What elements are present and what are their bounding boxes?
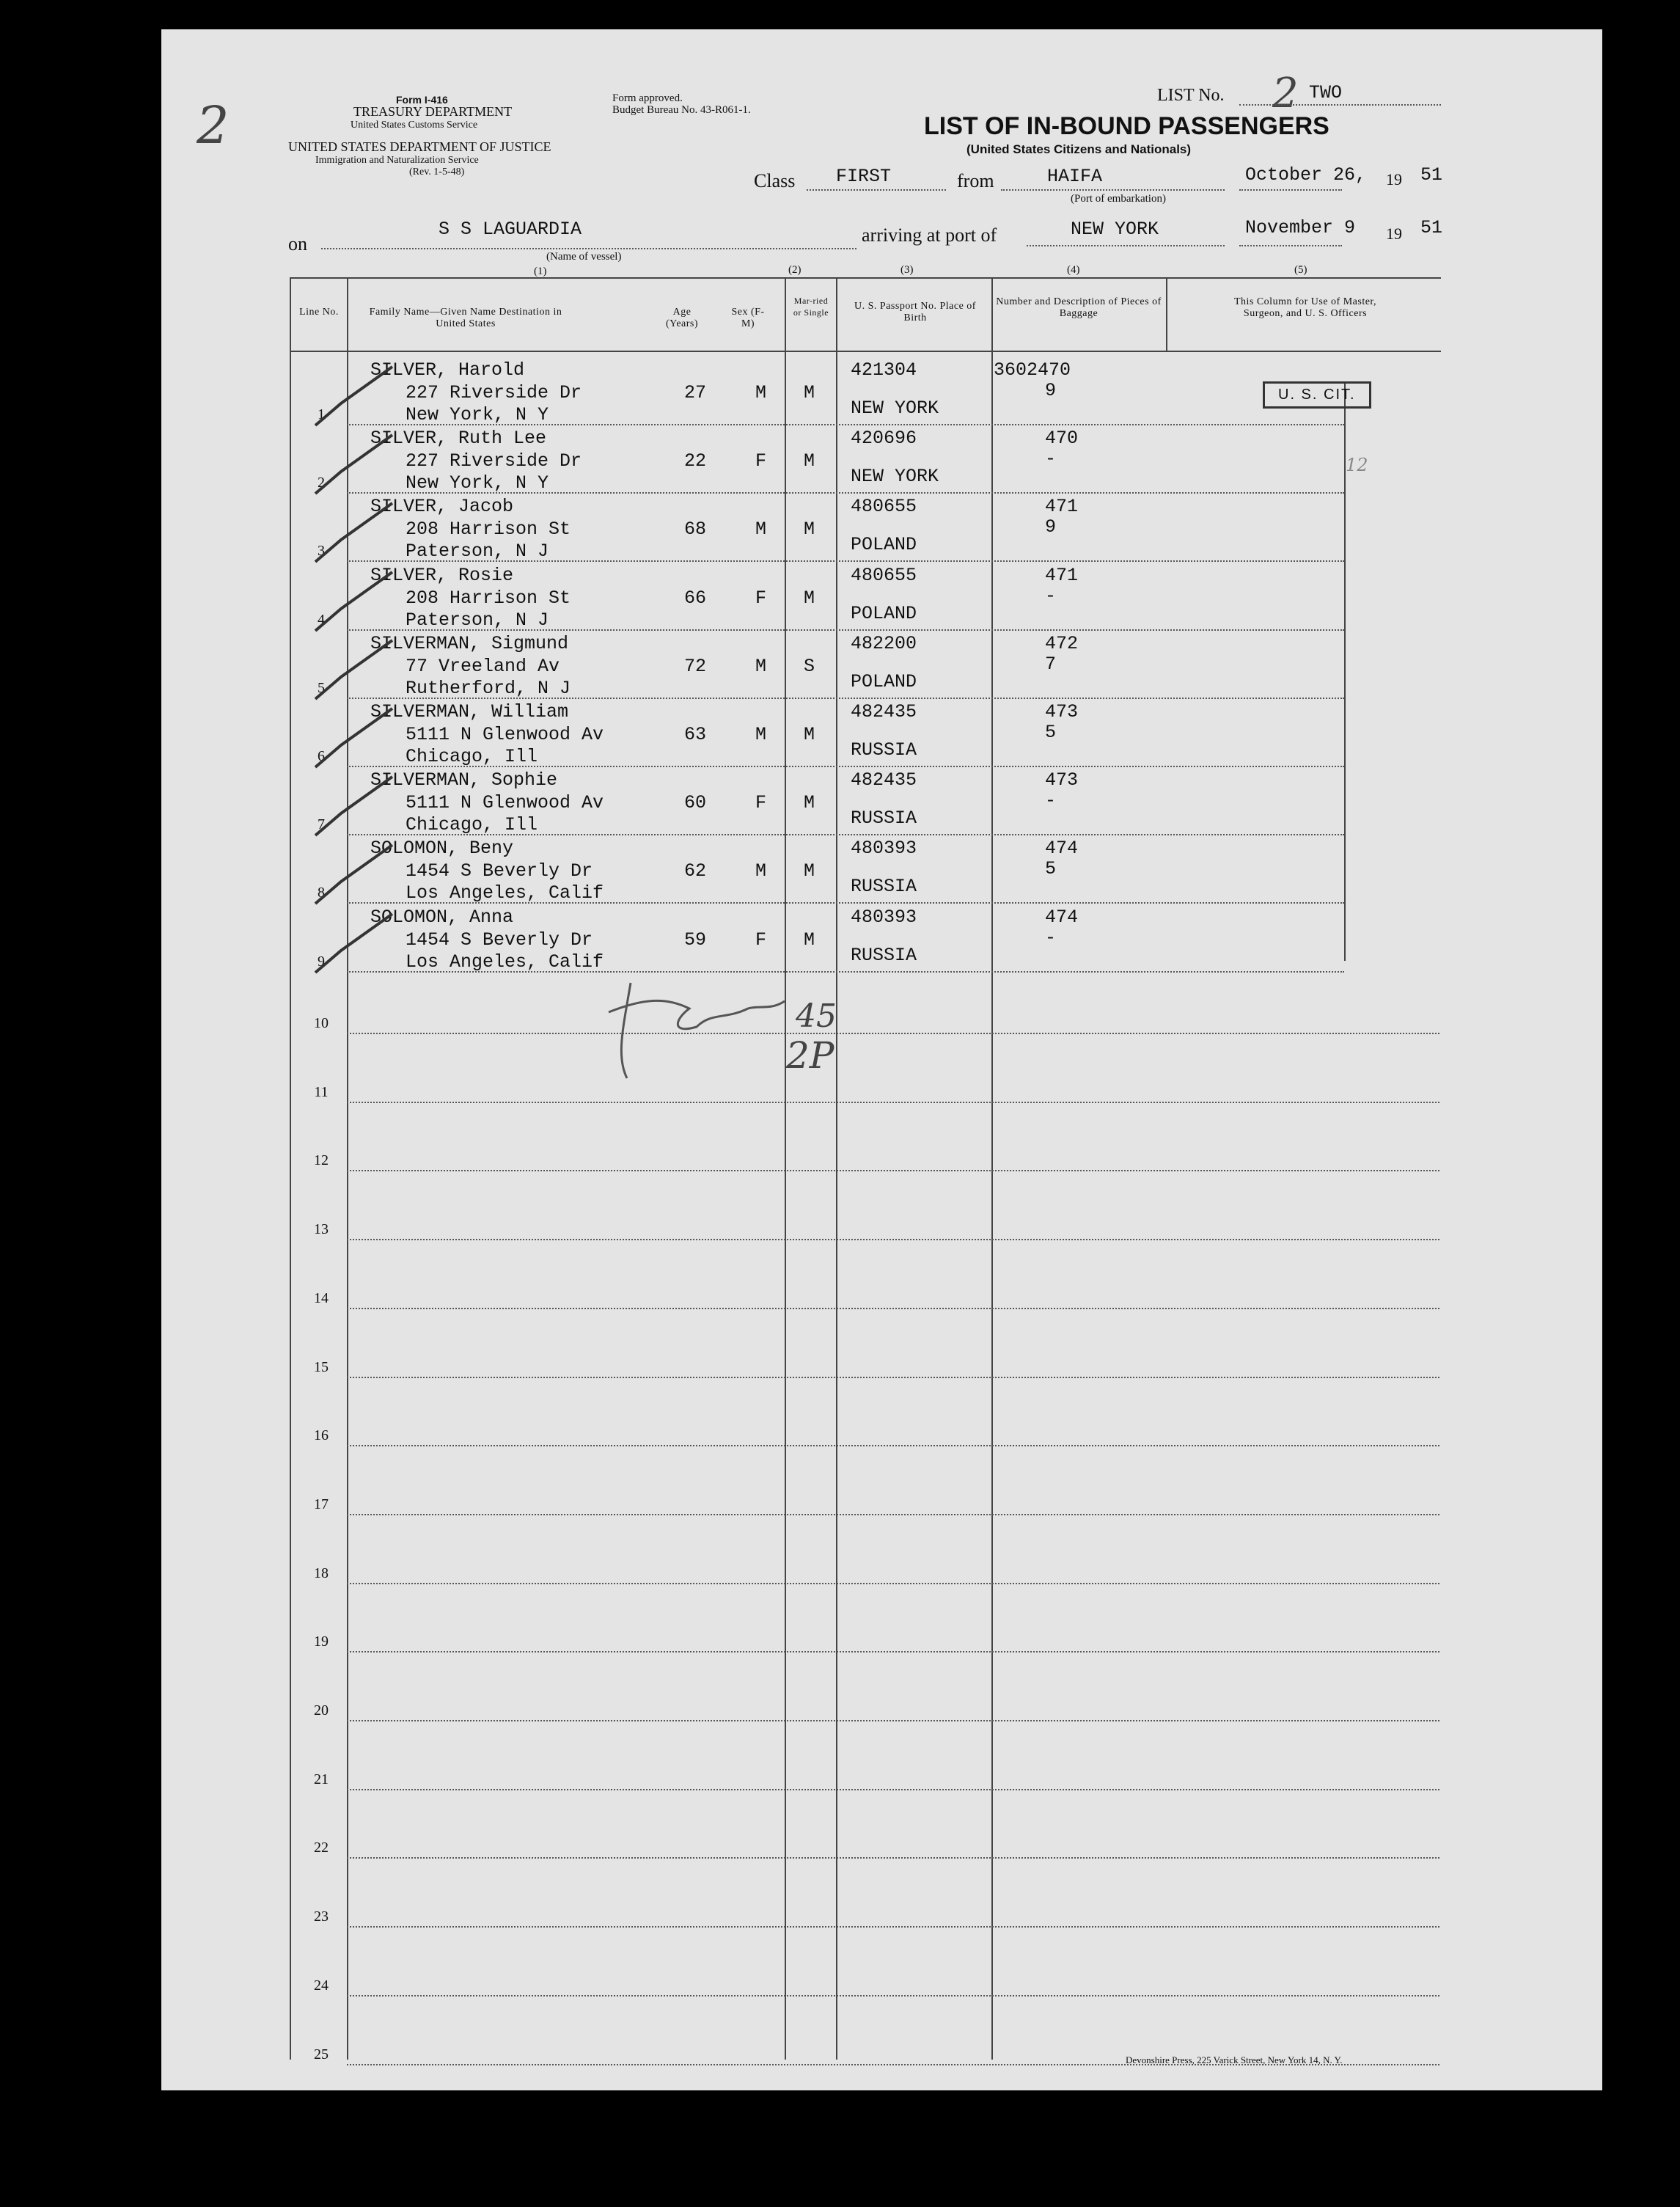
passenger-marital-status: M	[804, 860, 815, 882]
port-line	[1027, 245, 1225, 246]
baggage-pieces: -	[1045, 448, 1057, 470]
header-passport: U. S. Passport No. Place of Birth	[854, 301, 976, 323]
baggage-number: 3602470	[994, 359, 1071, 381]
baggage-pieces: 5	[1045, 858, 1057, 880]
vessel-name: S S LAGUARDIA	[439, 219, 582, 240]
embarkation-caption: (Port of embarkation)	[1071, 193, 1166, 205]
vessel-caption: (Name of vessel)	[546, 251, 622, 263]
officer-mark: 12	[1346, 455, 1368, 475]
arriving-label: arriving at port of	[862, 224, 997, 246]
departure-date: October 26,	[1245, 164, 1367, 186]
row-rule	[347, 1239, 1439, 1240]
place-of-birth: NEW YORK	[851, 398, 939, 419]
baggage-pieces: 7	[1045, 653, 1057, 675]
ins-service: Immigration and Naturalization Service	[315, 155, 479, 166]
class-value: FIRST	[836, 166, 892, 187]
passenger-sex: F	[755, 929, 767, 951]
line-number: 15	[314, 1358, 329, 1375]
line-number: 8	[318, 885, 325, 901]
passport-number: 482435	[851, 769, 917, 791]
passenger-name: SILVERMAN, Sigmund	[370, 632, 569, 654]
printer-credit: Devonshire Press, 225 Varick Street, New York 14, N. Y.	[1126, 2054, 1343, 2065]
justice-dept: UNITED STATES DEPARTMENT OF JUSTICE	[288, 139, 551, 154]
baggage-pieces: 9	[1045, 516, 1057, 538]
handwritten-signature	[601, 968, 792, 1086]
passenger-sex: M	[755, 519, 767, 541]
passport-number: 482200	[851, 632, 917, 654]
line-number: 22	[314, 1840, 329, 1856]
list-number-handwritten: 2	[1272, 70, 1299, 117]
passport-number: 480655	[851, 564, 917, 586]
place-of-birth: POLAND	[851, 670, 917, 692]
passenger-address-city: Los Angeles, Calif	[406, 951, 604, 973]
row-rule	[347, 492, 1344, 494]
header-married: Mar-ried or Single	[793, 296, 829, 318]
passenger-name: SILVER, Rosie	[370, 564, 514, 586]
baggage-pieces: 5	[1045, 722, 1057, 743]
row-rule	[347, 1995, 1439, 1996]
row-rule	[347, 834, 1344, 835]
baggage-pieces: -	[1045, 790, 1057, 812]
col-divider-baggage	[1166, 277, 1167, 351]
header-officers: This Column for Use of Master, Surgeon, and U. S. Officers	[1233, 296, 1377, 319]
passenger-sex: F	[755, 792, 767, 814]
arrival-year: 51	[1420, 217, 1443, 238]
passenger-age: 68	[684, 519, 707, 541]
passenger-address-street: 1454 S Beverly Dr	[406, 860, 593, 882]
passenger-address-street: 5111 N Glenwood Av	[406, 724, 604, 745]
col-number-1: (1)	[534, 266, 547, 277]
passenger-address-street: 77 Vreeland Av	[406, 655, 560, 677]
row-rule	[347, 1102, 1439, 1103]
passenger-marital-status: M	[804, 929, 815, 951]
passenger-address-street: 5111 N Glenwood Av	[406, 792, 604, 814]
passenger-name: SILVER, Ruth Lee	[370, 428, 547, 450]
check-mark	[312, 363, 400, 429]
header-sex: Sex (F-M)	[731, 307, 765, 329]
col-divider-line	[290, 277, 291, 2060]
passenger-address-city: Los Angeles, Calif	[406, 882, 604, 904]
passenger-name: SOLOMON, Anna	[370, 906, 514, 928]
col-divider-married-left	[785, 277, 786, 2060]
passenger-address-street: 208 Harrison St	[406, 587, 571, 609]
passenger-name: SILVER, Harold	[370, 359, 525, 381]
passport-number: 480393	[851, 906, 917, 928]
list-label: LIST No.	[1157, 86, 1225, 105]
passenger-name: SILVERMAN, Sophie	[370, 769, 558, 791]
from-line	[1001, 189, 1225, 191]
header-baggage: Number and Description of Pieces of Baggage	[996, 296, 1162, 319]
place-of-birth: NEW YORK	[851, 466, 939, 488]
passenger-marital-status: M	[804, 792, 815, 814]
check-mark	[312, 910, 400, 976]
col-number-4: (4)	[1067, 264, 1080, 276]
class-line	[807, 189, 946, 191]
passenger-address-city: New York, N Y	[406, 472, 549, 494]
line-number: 6	[318, 748, 325, 764]
col-divider-passport	[991, 277, 993, 2060]
passenger-age: 72	[684, 655, 707, 677]
form-number: Form I-416	[396, 94, 448, 106]
handwritten-note: 2P	[786, 1034, 835, 1077]
baggage-number: 471	[1045, 564, 1079, 586]
budget-bureau: Budget Bureau No. 43-R061-1.	[612, 104, 751, 116]
row-rule	[347, 1789, 1439, 1790]
line-number: 18	[314, 1564, 329, 1581]
passenger-address-city: Paterson, N J	[406, 609, 549, 631]
header-bottom-rule	[290, 351, 1441, 352]
check-mark	[312, 841, 400, 907]
page-subtitle: (United States Citizens and Nationals)	[966, 142, 1192, 156]
passenger-sex: M	[755, 724, 767, 745]
line-number: 20	[314, 1702, 329, 1719]
manifest-sheet	[161, 29, 1602, 2090]
line-number: 23	[314, 1908, 329, 1925]
passenger-name: SOLOMON, Beny	[370, 838, 514, 860]
check-mark	[312, 637, 400, 703]
passenger-address-city: Paterson, N J	[406, 541, 549, 563]
row-rule	[347, 1308, 1439, 1309]
passenger-age: 66	[684, 587, 707, 609]
passenger-name: SILVER, Jacob	[370, 496, 514, 518]
baggage-pieces: 9	[1045, 380, 1057, 401]
line-number: 5	[318, 679, 325, 696]
line-number: 19	[314, 1633, 329, 1650]
passenger-address-street: 227 Riverside Dr	[406, 450, 582, 472]
passenger-age: 62	[684, 860, 707, 882]
row-rule	[347, 766, 1344, 767]
passport-number: 482435	[851, 701, 917, 722]
on-label: on	[288, 233, 307, 255]
baggage-number: 474	[1045, 906, 1079, 928]
line-number: 13	[314, 1221, 329, 1238]
place-of-birth: RUSSIA	[851, 876, 917, 898]
line-number: 10	[314, 1015, 329, 1031]
passenger-address-city: Chicago, Ill	[406, 746, 538, 767]
col-number-3: (3)	[900, 264, 914, 276]
page-title: LIST OF IN-BOUND PASSENGERS	[924, 112, 1329, 140]
check-mark	[312, 568, 400, 634]
row-rule	[347, 1033, 1439, 1034]
baggage-number: 474	[1045, 838, 1079, 860]
row-rule	[347, 1377, 1439, 1378]
row-rule	[347, 698, 1344, 699]
place-of-birth: POLAND	[851, 534, 917, 556]
passenger-address-street: 208 Harrison St	[406, 519, 571, 541]
check-mark	[312, 705, 400, 771]
header-line-no: Line No.	[299, 307, 339, 318]
row-rule	[347, 1857, 1439, 1859]
row-rule	[347, 1583, 1439, 1584]
departure-year: 51	[1420, 164, 1443, 186]
passenger-age: 60	[684, 792, 707, 814]
line-number: 17	[314, 1496, 329, 1512]
passenger-sex: M	[755, 655, 767, 677]
passport-number: 420696	[851, 428, 917, 450]
place-of-birth: RUSSIA	[851, 808, 917, 830]
from-value: HAIFA	[1047, 166, 1103, 187]
place-of-birth: RUSSIA	[851, 944, 917, 966]
passenger-address-city: New York, N Y	[406, 404, 549, 425]
margin-handwriting: 2	[197, 95, 230, 155]
line-number: 1	[318, 406, 325, 422]
line-number: 11	[314, 1083, 329, 1100]
passenger-address-street: 1454 S Beverly Dr	[406, 929, 593, 951]
passenger-marital-status: M	[804, 587, 815, 609]
table-top-rule	[290, 277, 1441, 279]
passenger-name: SILVERMAN, William	[370, 701, 569, 722]
passport-number: 480393	[851, 838, 917, 860]
passenger-age: 59	[684, 929, 707, 951]
row-rule	[347, 1445, 1439, 1446]
baggage-pieces: -	[1045, 585, 1057, 607]
line-number: 21	[314, 1771, 329, 1787]
handwritten-count: 45	[796, 998, 837, 1035]
line-number: 24	[314, 1977, 329, 1994]
us-citizen-stamp: U. S. CIT.	[1263, 381, 1371, 409]
passenger-address-street: 227 Riverside Dr	[406, 382, 582, 403]
treasury-dept: TREASURY DEPARTMENT	[353, 104, 513, 119]
date-line	[1239, 189, 1342, 191]
baggage-number: 472	[1045, 632, 1079, 654]
place-of-birth: RUSSIA	[851, 739, 917, 761]
customs-service: United States Customs Service	[351, 120, 478, 131]
year-prefix: 19	[1386, 170, 1402, 189]
line-number: 3	[318, 543, 325, 560]
passenger-sex: M	[755, 382, 767, 403]
passenger-marital-status: M	[804, 519, 815, 541]
passenger-age: 63	[684, 724, 707, 745]
row-rule	[347, 424, 1344, 425]
header-name: Family Name—Given Name Destination in United States	[369, 307, 562, 329]
year-prefix-2: 19	[1386, 224, 1402, 243]
line-number: 7	[318, 816, 325, 833]
place-of-birth: POLAND	[851, 602, 917, 624]
row-rule	[347, 971, 1344, 973]
row-rule	[347, 1926, 1439, 1928]
row-rule	[347, 560, 1344, 562]
row-rule	[347, 1170, 1439, 1171]
passenger-sex: F	[755, 450, 767, 472]
line-number: 12	[314, 1152, 329, 1169]
passenger-age: 27	[684, 382, 707, 403]
line-number: 2	[318, 475, 325, 491]
line-number: 25	[314, 2046, 329, 2063]
line-number: 9	[318, 953, 325, 970]
baggage-number: 473	[1045, 769, 1079, 791]
list-number-typed: TWO	[1309, 82, 1343, 103]
header-age: Age (Years)	[665, 307, 699, 329]
passenger-sex: M	[755, 860, 767, 882]
form-approved: Form approved.	[612, 92, 683, 104]
col-divider-married-right	[836, 277, 837, 2060]
arrival-date: November 9	[1245, 217, 1356, 238]
list-line	[1239, 104, 1441, 106]
passport-number: 421304	[851, 359, 917, 381]
vessel-line	[321, 248, 856, 249]
col-number-2: (2)	[788, 264, 802, 276]
row-rule	[347, 1651, 1439, 1652]
check-mark	[312, 499, 400, 566]
baggage-number: 471	[1045, 496, 1079, 518]
row-rule	[347, 629, 1344, 631]
baggage-number: 473	[1045, 701, 1079, 722]
from-label: from	[957, 170, 994, 191]
row-rule	[347, 1720, 1439, 1721]
passenger-marital-status: M	[804, 724, 815, 745]
passenger-address-city: Rutherford, N J	[406, 677, 571, 699]
baggage-pieces: -	[1045, 926, 1057, 948]
passport-number: 480655	[851, 496, 917, 518]
line-number: 14	[314, 1289, 329, 1306]
arrival-port: NEW YORK	[1071, 219, 1159, 240]
revision: (Rev. 1-5-48)	[409, 166, 465, 177]
passenger-marital-status: S	[804, 655, 815, 677]
baggage-number: 470	[1045, 428, 1079, 450]
passenger-address-city: Chicago, Ill	[406, 814, 538, 836]
passenger-marital-status: M	[804, 382, 815, 403]
arrival-date-line	[1239, 245, 1342, 246]
line-number: 4	[318, 611, 325, 628]
passenger-marital-status: M	[804, 450, 815, 472]
passenger-age: 22	[684, 450, 707, 472]
passenger-sex: F	[755, 587, 767, 609]
row-rule	[347, 902, 1344, 904]
class-label: Class	[754, 170, 796, 191]
col-number-5: (5)	[1294, 264, 1307, 276]
line-number: 16	[314, 1427, 329, 1444]
check-mark	[312, 773, 400, 839]
row-rule	[347, 1514, 1439, 1515]
check-mark	[312, 431, 400, 497]
